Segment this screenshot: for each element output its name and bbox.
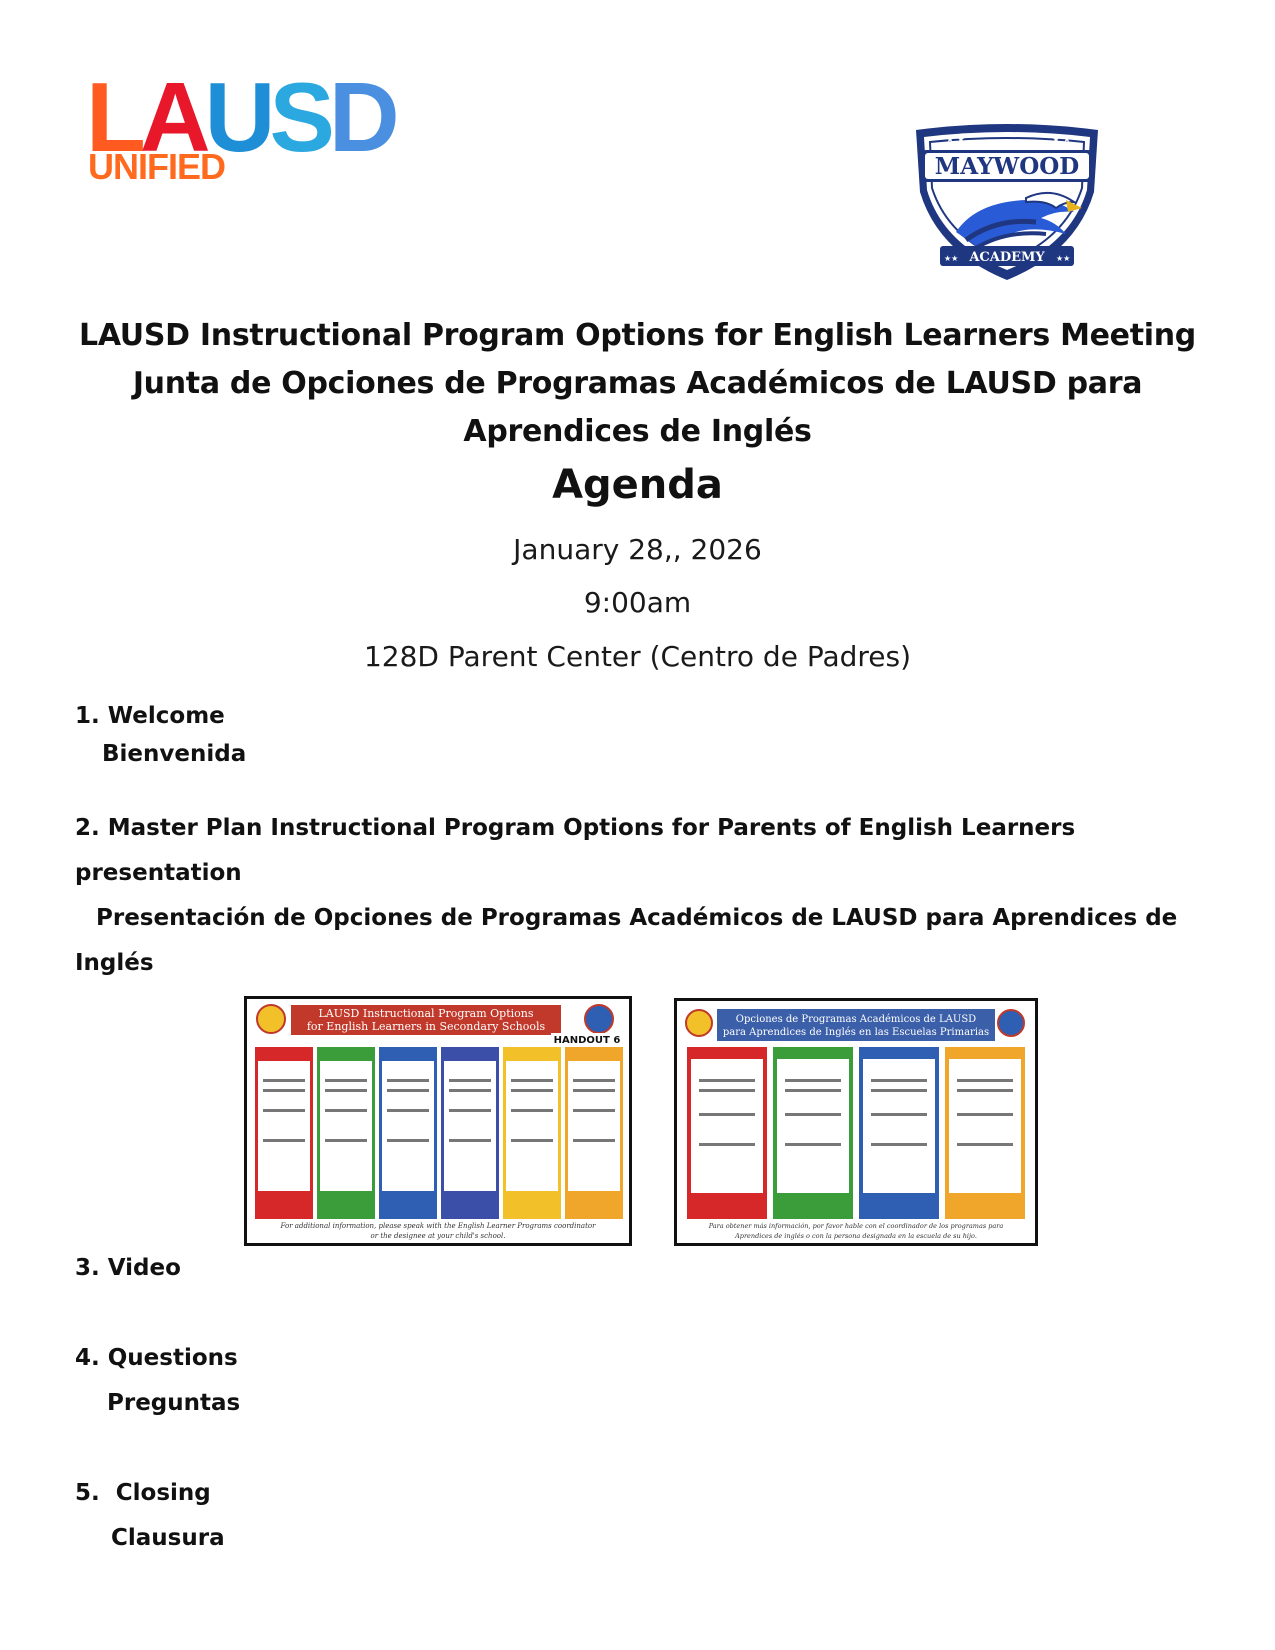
svg-text:MAYWOOD: MAYWOOD xyxy=(934,153,1080,180)
agenda-item-closing-spanish: Clausura xyxy=(111,1525,225,1551)
lausd-logo xyxy=(86,62,446,188)
handout-secondary-title-line1: LAUSD Instructional Program Options xyxy=(318,1007,534,1020)
svg-text:★★: ★★ xyxy=(1056,254,1071,263)
meeting-title-spanish-line1: Junta de Opciones de Programas Académicos de LAUSD para xyxy=(132,366,1143,401)
handout-secondary-title-line2: for English Learners in Secondary Schools xyxy=(306,1020,546,1033)
handout-secondary-badge: HANDOUT 6 xyxy=(553,1035,621,1046)
svg-text:★★: ★★ xyxy=(944,254,959,263)
handout-primary-footer-line2: Aprendices de inglés o con la persona designada en la escuela de su hijo. xyxy=(735,1232,977,1240)
handout-secondary-footer-line2: or the designee at your child's school. xyxy=(370,1232,506,1240)
meeting-location: 128D Parent Center (Centro de Padres) xyxy=(363,640,912,673)
agenda-item-closing: 5. Closing xyxy=(75,1480,211,1506)
meeting-title-english: LAUSD Instructional Program Options for English Learners Meeting xyxy=(79,318,1196,353)
agenda-item-welcome: 1. Welcome xyxy=(75,703,225,729)
handout-primary-title-line2: para Aprendices de Inglés en las Escuelas Primarias xyxy=(722,1027,990,1038)
svg-text:★ ★: ★ ★ xyxy=(946,135,965,145)
meeting-title-spanish-line2: Aprendices de Inglés xyxy=(463,414,812,449)
lausd-logo-unified: UNIFIED xyxy=(88,146,225,187)
handout-secondary-image xyxy=(247,999,629,1243)
meeting-date: January 28,, 2026 xyxy=(513,533,762,566)
agenda-item-presentation-spanish-line2: Inglés xyxy=(75,950,154,976)
logo-letter-l: L xyxy=(86,62,140,172)
logo-letter-s: S xyxy=(269,62,329,172)
handout-primary-schools xyxy=(674,998,1038,1246)
logo-letter-u: U xyxy=(204,62,270,172)
agenda-item-questions-spanish: Preguntas xyxy=(107,1390,241,1416)
agenda-item-presentation-spanish: Presentación de Opciones de Programas Académicos de LAUSD para Aprendices de xyxy=(96,905,1178,931)
agenda-item-presentation: 2. Master Plan Instructional Program Options for Parents of English Learners xyxy=(75,815,1076,841)
handout-primary-footer-line1: Para obtener más información, por favor hable con el coordinador de los programas para xyxy=(708,1222,1004,1230)
agenda-heading: Agenda xyxy=(552,462,723,508)
agenda-item-presentation-line2: presentation xyxy=(75,860,242,886)
agenda-item-video: 3. Video xyxy=(75,1255,181,1281)
handout-primary-image xyxy=(677,1001,1035,1243)
logo-letter-d: D xyxy=(328,62,394,172)
logo-letter-a: A xyxy=(139,62,205,172)
handout-secondary-schools xyxy=(244,996,632,1246)
svg-text:ACADEMY: ACADEMY xyxy=(969,250,1045,265)
maywood-academy-crest xyxy=(906,122,1108,282)
meeting-time: 9:00am xyxy=(583,586,692,619)
handout-primary-title-line1: Opciones de Programas Académicos de LAUSD xyxy=(735,1014,977,1025)
handout-secondary-footer-line1: For additional information, please speak with the English Learner Programs coordinator xyxy=(280,1222,596,1230)
agenda-item-welcome-spanish: Bienvenida xyxy=(102,741,247,767)
agenda-item-questions: 4. Questions xyxy=(75,1345,238,1371)
svg-text:★ ★: ★ ★ xyxy=(1052,135,1071,145)
